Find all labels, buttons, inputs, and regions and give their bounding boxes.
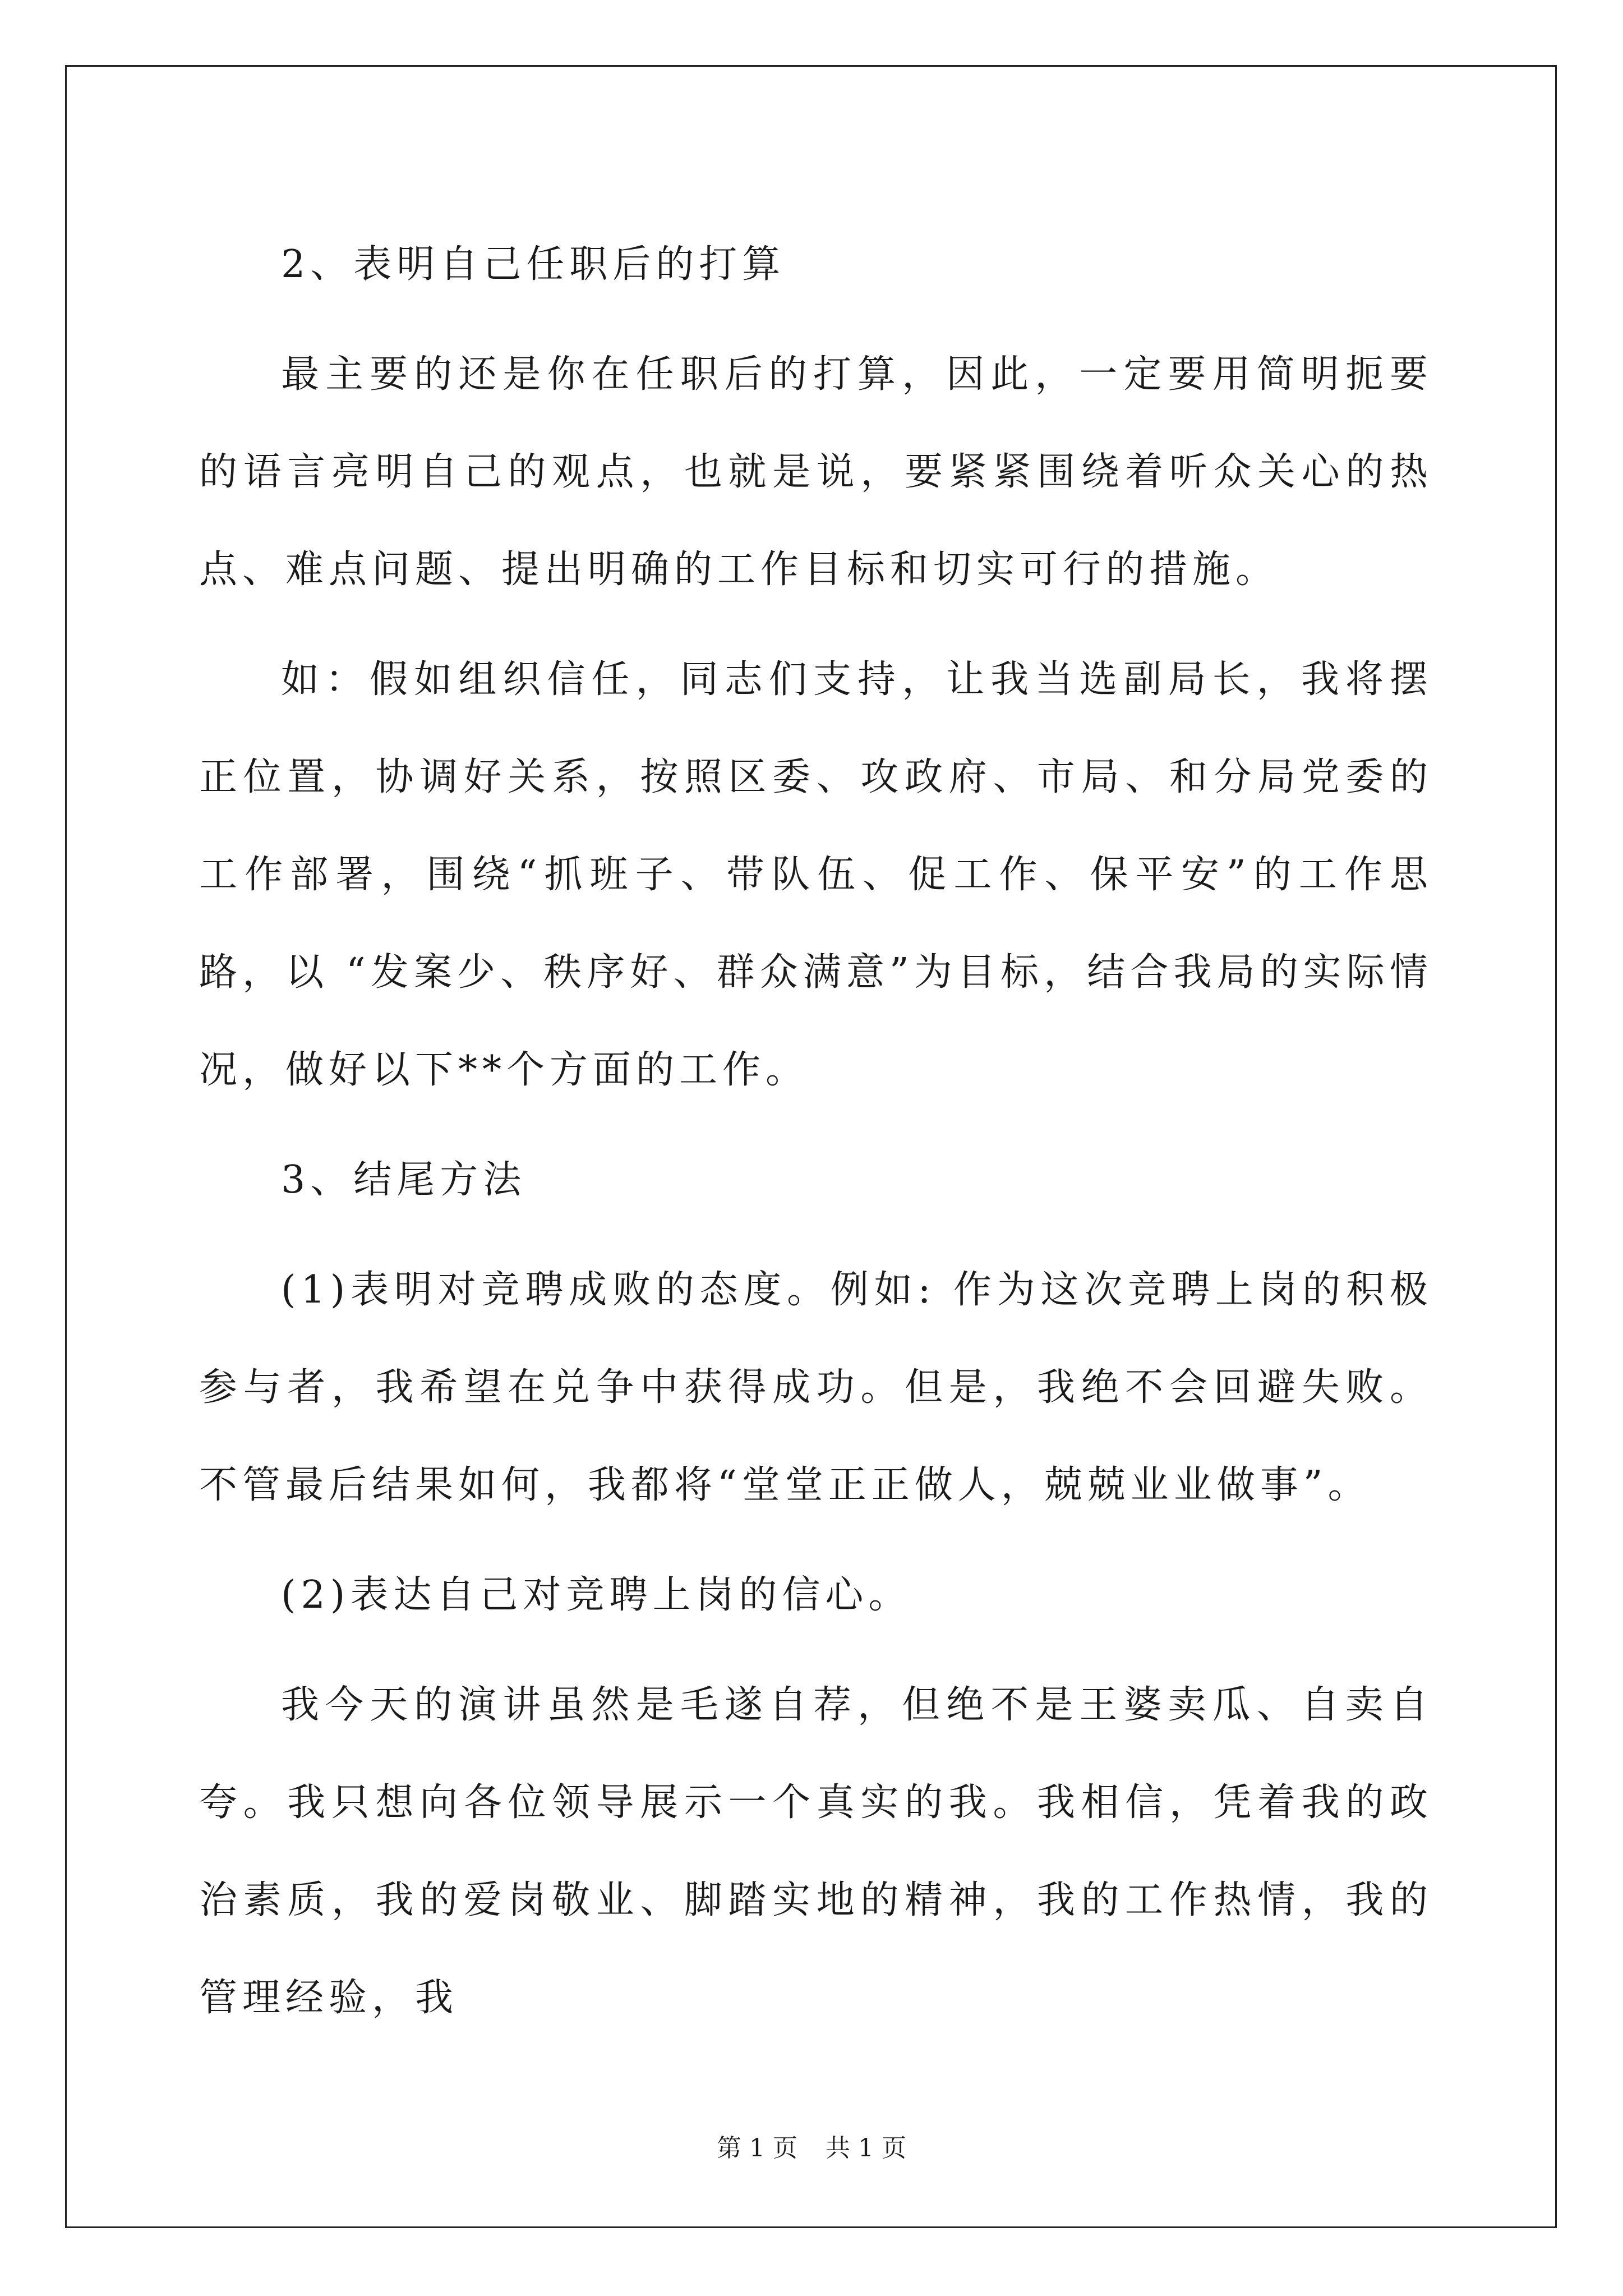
paragraph-attitude: (1)表明对竞聘成败的态度。例如: 作为这次竞聘上岗的积极参与者，我希望在兑争中获得成功。但是，我绝不会回避失败。不管最后结果如何，我都将“堂堂正正做人，兢兢业业做事”。 bbox=[199, 1268, 1433, 1507]
paragraph-confidence: 我今天的演讲虽然是毛遂自荐，但绝不是王婆卖瓜、自卖自夸。我只想向各位领导展示一个真实的我。我相信，凭着我的政治素质，我的爱岗敬业、脚踏实地的精神，我的工作热情，我的管理经验，我 bbox=[199, 1683, 1433, 2020]
paragraph-main-plan: 最主要的还是你在任职后的打算，因此，一定要用简明扼要的语言亮明自己的观点，也就是说，要紧紧围绕着听众关心的热点、难点问题、提出明确的工作目标和切实可行的措施。 bbox=[199, 352, 1433, 592]
page-number: 第 1 页 bbox=[717, 2134, 797, 2162]
paragraph-confidence-heading: (2)表达自己对竞聘上岗的信心。 bbox=[281, 1573, 912, 1617]
section-heading-plan: 2、表明自己任职后的打算 bbox=[281, 242, 786, 287]
section-heading-ending: 3、结尾方法 bbox=[281, 1158, 527, 1202]
page-total: 共 1 页 bbox=[826, 2134, 906, 2162]
paragraph-example: 如：假如组织信任，同志们支持，让我当选副局长，我将摆正位置，协调好关系，按照区委、攻政府、市局、和分局党委的工作部署，围绕“抓班子、带队伍、促工作、保平安”的工作思路，以 “发案少、秩序好、群众满意”为目标，结合我局的实际情况，做好以下**个方面的工作。 bbox=[199, 657, 1433, 1092]
page-footer bbox=[0, 2132, 1623, 2165]
document-body bbox=[199, 216, 1433, 2059]
